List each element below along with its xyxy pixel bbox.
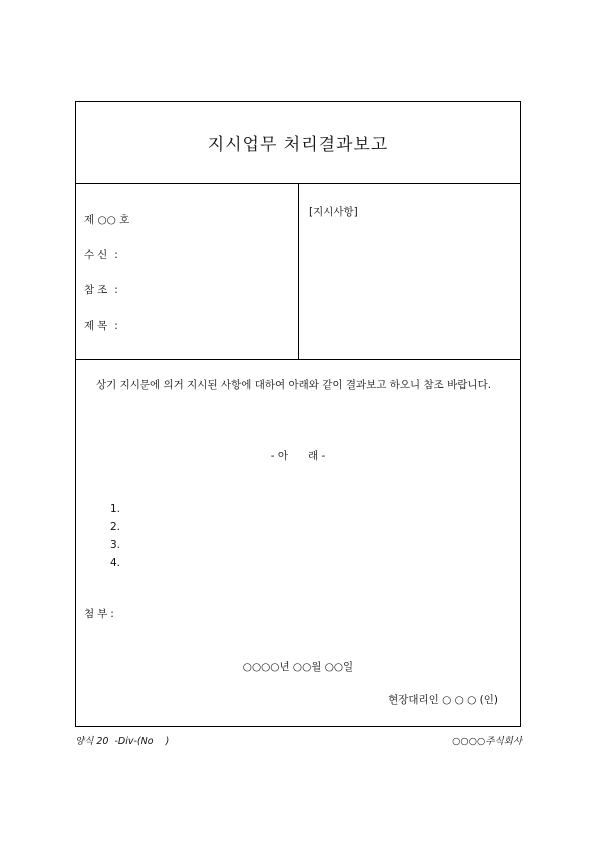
subject-field [84,318,118,333]
list-item: 2. [110,521,121,533]
form-code: 양식 20 -Div-(No ) [75,736,170,747]
list-item: 1. [110,503,121,515]
attachment-label: 첨부 [84,608,111,620]
report-form [75,101,521,727]
document-title: 지시업무 처리결과보고 [207,135,389,155]
header-fields [76,184,299,359]
instructions-label: [지시사항] [309,206,358,218]
recipient-label: 수신 [84,249,111,261]
instructions-box [299,184,520,359]
reference-separator: : [114,284,118,296]
item-list [110,500,120,572]
list-item: 4. [110,557,121,569]
subject-label: 제목 [84,320,111,332]
subject-separator: : [114,320,118,332]
report-body [76,360,520,726]
report-date: ○○○○년 ○○월 ○○일 [242,661,354,673]
area-heading: - 아 래 - [270,450,326,462]
list-item: 3. [110,539,121,551]
document-number-text: 제 ○○ 호 [84,214,130,226]
company-name: ○○○○주식회사 [452,736,522,747]
info-row [76,184,520,360]
signature-line: 현장대리인 ○ ○ ○ (인) [388,694,498,706]
attachment-separator: : [110,608,114,620]
title-row [76,102,520,184]
intro-text: 상기 지시문에 의거 지시된 사항에 대하여 아래와 같이 결과보고 하오니 참조 바랍니다. [96,379,492,391]
document-number [84,212,129,227]
reference-label: 참조 [84,284,111,296]
attachment-field [84,606,114,621]
recipient-separator: : [114,249,118,261]
reference-field [84,282,118,297]
recipient-field [84,247,118,262]
